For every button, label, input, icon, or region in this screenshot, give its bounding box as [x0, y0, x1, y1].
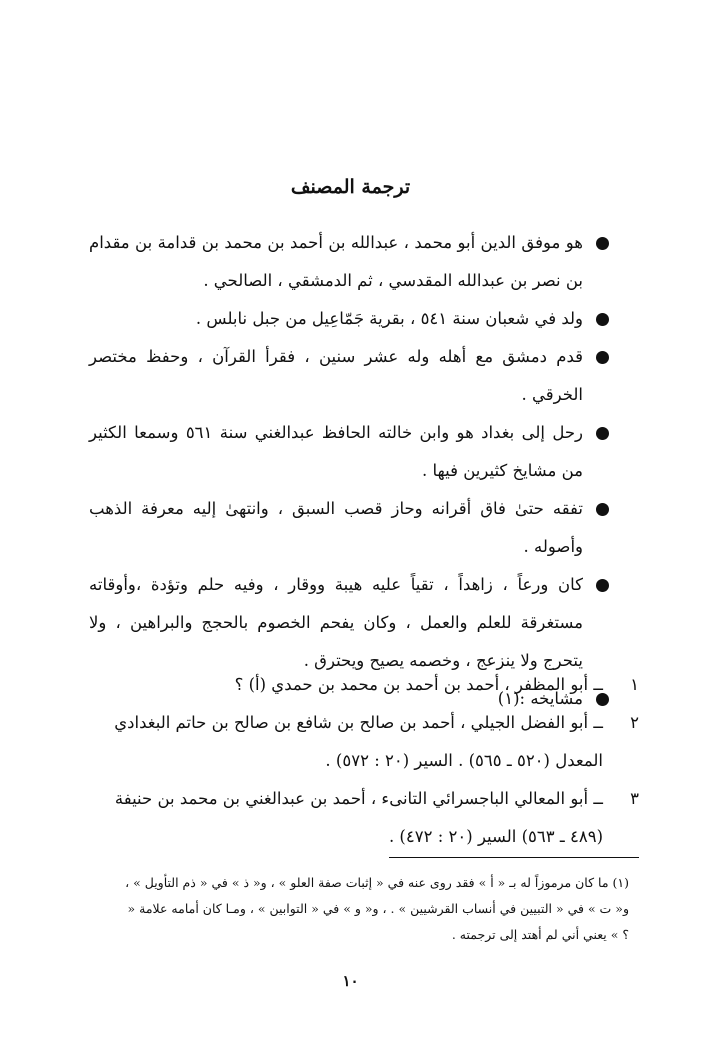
bullet-item — [89, 414, 609, 490]
teacher-text: ــ أبو المظفر ، أحمد بن أحمد بن محمد بن حمدي (أ) ؟ — [234, 675, 603, 694]
bullet-text: هو موفق الدين أبو محمد ، عبدالله بن أحمد بن محمد بن قدامة بن مقدام بن نصر بن عبدالله المقدسي ، ثم الدمشقي ، الصالحي . — [89, 233, 583, 290]
bullet-dot-icon — [596, 313, 609, 326]
bullet-dot-icon — [596, 427, 609, 440]
bullet-item — [89, 300, 609, 338]
teacher-number: ٣ — [630, 789, 639, 808]
teacher-item — [89, 704, 639, 780]
bullet-item — [89, 490, 609, 566]
bullet-text: كان ورعاً ، زاهداً ، تقياً عليه هيبة ووقار ، وفيه حلم وتؤدة ،وأوقاته مستغرقة للعلم والعمل ، وكان يفحم الخصوم بالحجج والبراهين ، ولا يتحرج ولا ينزعج ، وخصمه يصيح ويحترق . — [89, 575, 583, 670]
footnote-divider — [389, 857, 639, 858]
biography-bullet-list — [89, 224, 609, 718]
teacher-item — [89, 666, 639, 704]
bullet-text: مشايخه :(١) — [497, 689, 583, 708]
page-number: ١٠ — [342, 972, 359, 990]
teacher-item — [89, 780, 639, 856]
bullet-dot-icon — [596, 237, 609, 250]
bullet-item — [89, 224, 609, 300]
bullet-text: قدم دمشق مع أهله وله عشر سنين ، فقرأ القرآن ، وحفظ مختصر الخرقي . — [89, 347, 583, 404]
page-title: ترجمة المصنف — [290, 176, 411, 198]
bullet-dot-icon — [596, 503, 609, 516]
bullet-text: تفقه حتىٰ فاق أقرانه وحاز قصب السبق ، وانتهىٰ إليه معرفة الذهب وأصوله . — [89, 499, 583, 556]
teacher-text: ــ أبو الفضل الجيلي ، أحمد بن صالح بن شافع بن صالح بن حاتم البغدادي المعدل (٥٢٠ ـ ٥٦٥) . السير (٢٠ : ٥٧٢) . — [114, 713, 603, 770]
bullet-item — [89, 566, 609, 680]
bullet-item — [89, 338, 609, 414]
bullet-text: رحل إلى بغداد هو وابن خالته الحافظ عبدالغني سنة ٥٦١ وسمعا الكثير من مشايخ كثيرين فيها . — [89, 423, 583, 480]
footnote: (١) ما كان مرموزاً له بـ « أ » فقد روى عنه في « إثبات صفة العلو » ، و« ذ » في « ذم التأويل » ، و« ت » في « التبيين في أنساب القرشيين » . ، و« و » في « التوابين » ، ومـا كان أمامه علامة « ؟ » يعني أني لم أهتد إلى ترجمته . — [125, 875, 629, 942]
teacher-number: ٢ — [630, 713, 639, 732]
teacher-text: ــ أبو المعالي الباجسرائي التانىء ، أحمد بن عبدالغني بن محمد بن حنيفة (٤٨٩ ـ ٥٦٣) السير (٢٠ : ٤٧٢) . — [114, 789, 603, 846]
teachers-list — [89, 666, 639, 856]
teacher-number: ١ — [630, 675, 639, 694]
bullet-dot-icon — [596, 351, 609, 364]
bullet-dot-icon — [596, 579, 609, 592]
bullet-text: ولد في شعبان سنة ٥٤١ ، بقرية جَمّاعِيل من جبل نابلس . — [195, 309, 583, 328]
